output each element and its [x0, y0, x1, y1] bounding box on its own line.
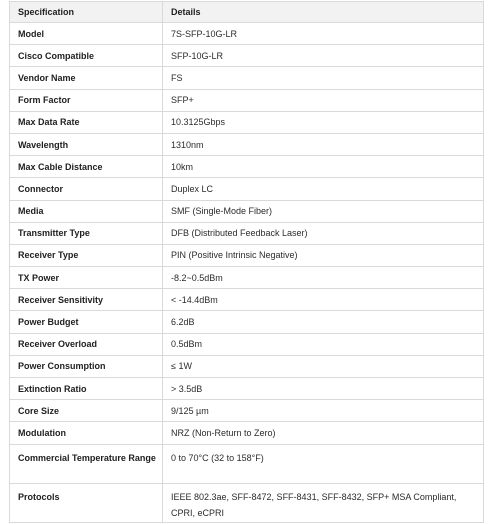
spec-value: NRZ (Non-Return to Zero): [163, 422, 484, 444]
spec-value: 10.3125Gbps: [163, 111, 484, 133]
table-row: [10, 483, 484, 522]
table-row: [10, 355, 484, 377]
table-row: [10, 200, 484, 222]
spec-label: Connector: [10, 178, 163, 200]
spec-label: Form Factor: [10, 89, 163, 111]
spec-value: PIN (Positive Intrinsic Negative): [163, 244, 484, 266]
spec-value: 10km: [163, 156, 484, 178]
spec-value: Duplex LC: [163, 178, 484, 200]
column-header-specification: Specification: [10, 2, 163, 23]
spec-label: Receiver Type: [10, 244, 163, 266]
table-row: [10, 289, 484, 311]
table-header-row: [10, 2, 484, 23]
table-row: [10, 156, 484, 178]
table-row: [10, 111, 484, 133]
spec-value: FS: [163, 67, 484, 89]
table-row: [10, 222, 484, 244]
spec-value: DFB (Distributed Feedback Laser): [163, 222, 484, 244]
spec-value: 9/125 µm: [163, 400, 484, 422]
spec-label: Protocols: [10, 483, 163, 522]
spec-value: 1310nm: [163, 133, 484, 155]
spec-value: < -14.4dBm: [163, 289, 484, 311]
spec-value: 0 to 70°C (32 to 158°F): [163, 444, 484, 483]
spec-label: Receiver Overload: [10, 333, 163, 355]
table-row: [10, 23, 484, 45]
table-row: [10, 444, 484, 483]
spec-value: SMF (Single-Mode Fiber): [163, 200, 484, 222]
spec-value: SFP+: [163, 89, 484, 111]
table-row: [10, 267, 484, 289]
spec-label: Power Consumption: [10, 355, 163, 377]
spec-label: Model: [10, 23, 163, 45]
table-row: [10, 422, 484, 444]
spec-label: Wavelength: [10, 133, 163, 155]
table-row: [10, 400, 484, 422]
table-row: [10, 89, 484, 111]
spec-label: Vendor Name: [10, 67, 163, 89]
spec-label: Extinction Ratio: [10, 378, 163, 400]
spec-value: IEEE 802.3ae, SFF-8472, SFF-8431, SFF-8432, SFP+ MSA Compliant, CPRI, eCPRI: [163, 483, 484, 522]
spec-value: 7S-SFP-10G-LR: [163, 23, 484, 45]
spec-label: Max Data Rate: [10, 111, 163, 133]
spec-value: -8.2~0.5dBm: [163, 267, 484, 289]
table-row: [10, 311, 484, 333]
spec-value: SFP-10G-LR: [163, 45, 484, 67]
spec-label: Max Cable Distance: [10, 156, 163, 178]
spec-label: Receiver Sensitivity: [10, 289, 163, 311]
table-row: [10, 378, 484, 400]
table-row: [10, 67, 484, 89]
table-row: [10, 133, 484, 155]
spec-value: 0.5dBm: [163, 333, 484, 355]
spec-table: [9, 1, 484, 523]
spec-value: ≤ 1W: [163, 355, 484, 377]
spec-label: Core Size: [10, 400, 163, 422]
spec-label: Cisco Compatible: [10, 45, 163, 67]
spec-value: > 3.5dB: [163, 378, 484, 400]
table-row: [10, 244, 484, 266]
column-header-details: Details: [163, 2, 484, 23]
spec-label: TX Power: [10, 267, 163, 289]
table-row: [10, 178, 484, 200]
spec-label: Commercial Temperature Range: [10, 444, 163, 483]
spec-label: Media: [10, 200, 163, 222]
spec-label: Power Budget: [10, 311, 163, 333]
spec-value: 6.2dB: [163, 311, 484, 333]
table-row: [10, 45, 484, 67]
spec-label: Modulation: [10, 422, 163, 444]
spec-label: Transmitter Type: [10, 222, 163, 244]
table-row: [10, 333, 484, 355]
